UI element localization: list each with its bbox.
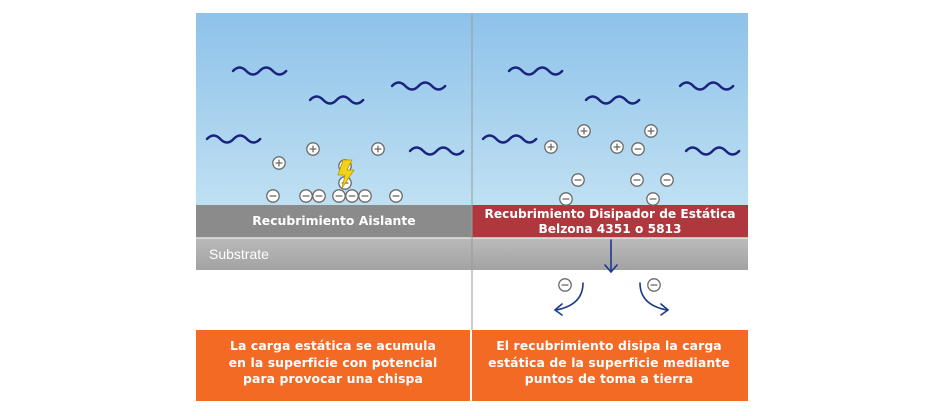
negative-charge-icon [631, 174, 643, 186]
insulating-coating-label: Recubrimiento Aislante [252, 213, 416, 228]
right-substrate-layer [472, 238, 748, 270]
negative-charge-icon [572, 174, 584, 186]
negative-charge-icon [267, 190, 279, 202]
negative-charge-icon [333, 190, 345, 202]
positive-charge-icon [645, 125, 657, 137]
positive-charge-icon [372, 143, 384, 155]
negative-charge-icon [648, 279, 660, 291]
left-caption [196, 330, 470, 401]
negative-charge-icon [632, 143, 644, 155]
negative-charge-icon [647, 193, 659, 205]
right-caption-line-3: puntos de toma a tierra [524, 371, 694, 387]
dissipative-coating-label-line-1: Recubrimiento Disipador de Estática [484, 207, 736, 221]
right-caption-line-1: El recubrimiento disipa la carga [496, 338, 722, 353]
left-caption-line-1: La carga estática se acumula [230, 338, 436, 353]
negative-charge-icon [560, 193, 572, 205]
positive-charge-icon [307, 143, 319, 155]
right-caption [472, 330, 746, 401]
positive-charge-icon [611, 141, 623, 153]
negative-charge-icon [313, 190, 325, 202]
left-caption-line-2: en la superficie con potencial [228, 354, 438, 370]
dissipative-coating-label-line-2: Belzona 4351 o 5813 [538, 222, 682, 236]
positive-charge-icon [545, 141, 557, 153]
negative-charge-icon [346, 190, 358, 202]
right-air-area [472, 13, 748, 205]
left-air-area [196, 13, 472, 205]
substrate-label: Substrate [209, 246, 269, 262]
right-caption-line-2: estática de la superficie mediante [488, 354, 730, 370]
left-caption-line-3: para provocar una chispa [243, 371, 423, 387]
negative-charge-icon [661, 174, 673, 186]
positive-charge-icon [273, 157, 285, 169]
negative-charge-icon [359, 190, 371, 202]
negative-charge-icon [559, 279, 571, 291]
positive-charge-icon [578, 125, 590, 137]
negative-charge-icon [300, 190, 312, 202]
negative-charge-icon [390, 190, 402, 202]
